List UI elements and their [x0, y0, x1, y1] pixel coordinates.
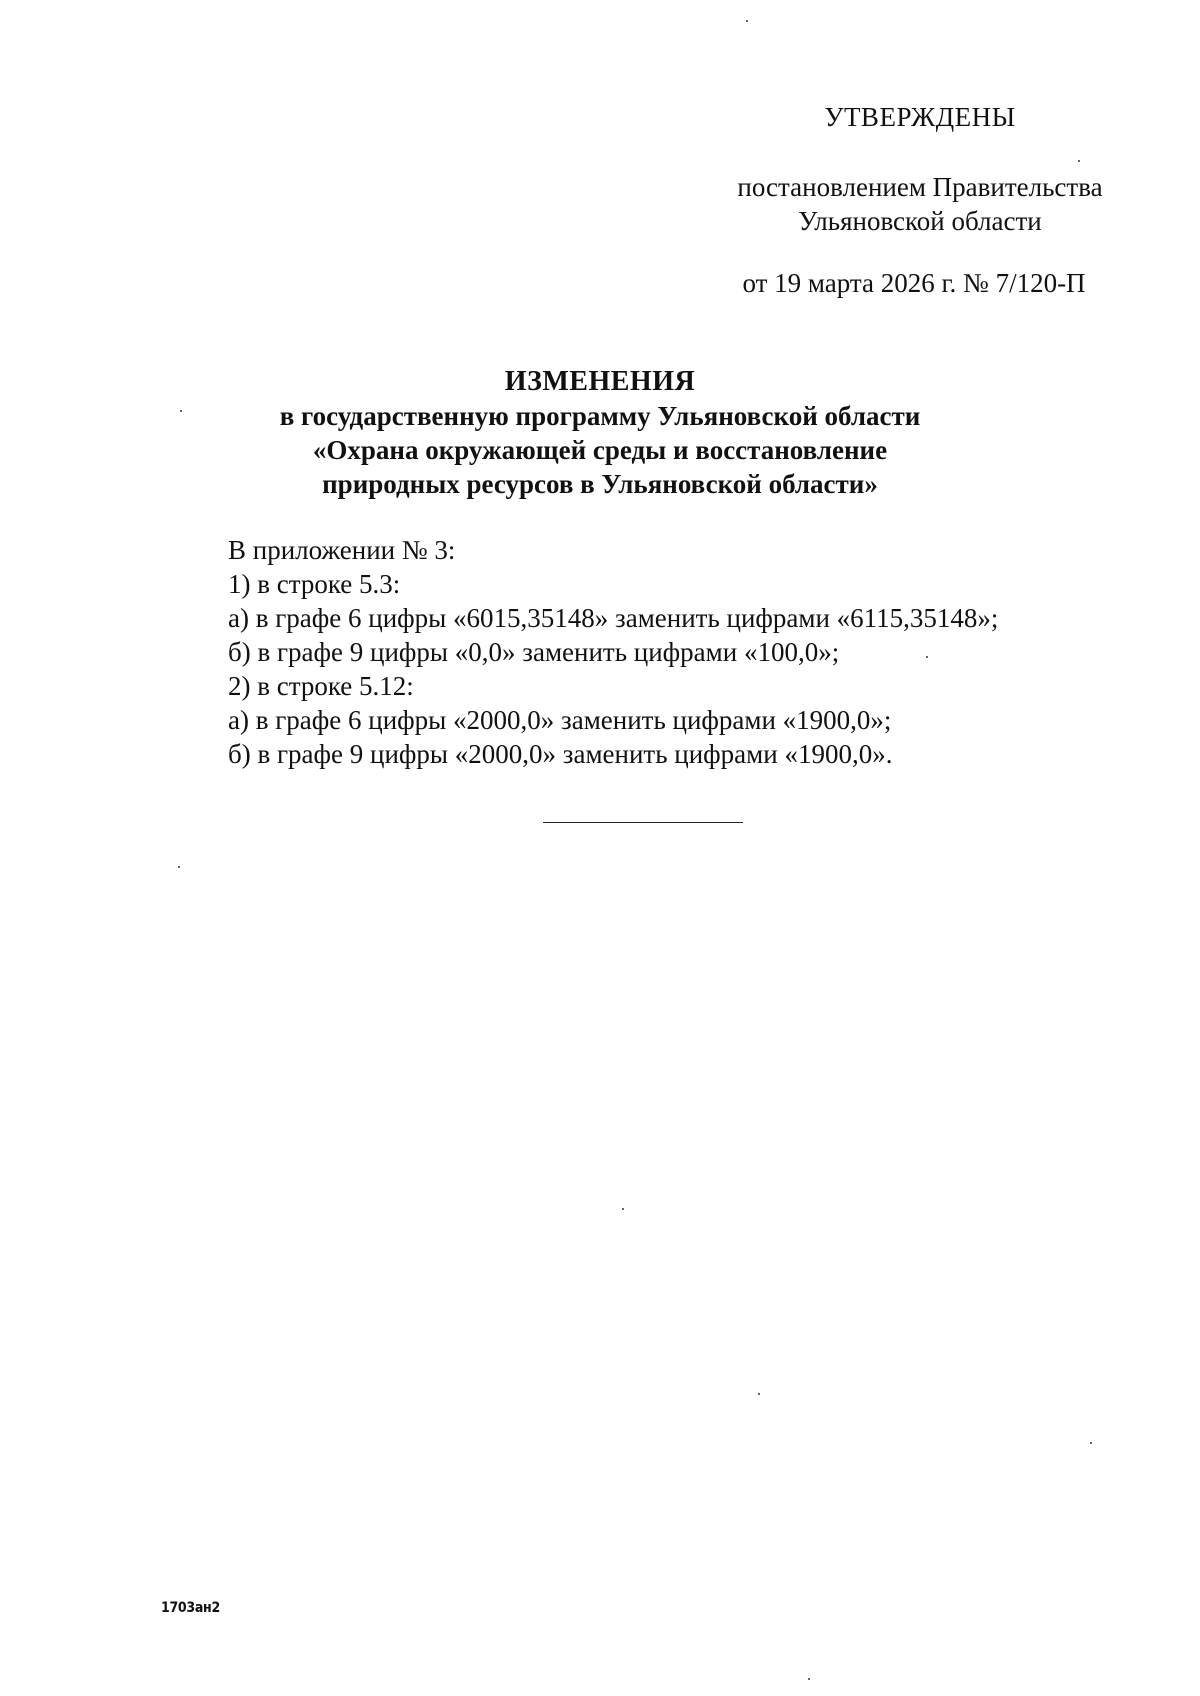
scan-speck: [808, 1678, 810, 1680]
scan-speck: [1078, 160, 1080, 162]
body-line: 2) в строке 5.12:: [228, 671, 414, 701]
scan-speck: [1090, 1442, 1092, 1444]
scan-speck: [180, 410, 182, 412]
scan-speck: [758, 1393, 760, 1395]
heading-line: природных ресурсов в Ульяновской области»: [322, 469, 878, 499]
approval-issuer-line: Ульяновской области: [798, 206, 1042, 236]
body-line: а) в графе 6 цифры «2000,0» заменить цифрами «1900,0»;: [228, 705, 892, 735]
scan-speck: [926, 656, 928, 658]
scan-speck: [178, 866, 180, 868]
end-divider: [543, 822, 743, 823]
document-body: [228, 533, 1128, 771]
body-line: а) в графе 6 цифры «6015,35148» заменить цифрами «6115,35148»;: [228, 603, 999, 633]
scan-speck: [746, 20, 748, 22]
heading-line: «Охрана окружающей среды и восстановление: [312, 435, 888, 465]
heading-line: в государственную программу Ульяновской области: [279, 401, 921, 431]
document-code: 1703ан2: [161, 1600, 220, 1616]
approval-date-number: от 19 марта 2026 г. № 7/120-П: [742, 268, 1086, 298]
scan-speck: [622, 1208, 624, 1210]
body-line: б) в графе 9 цифры «0,0» заменить цифрами «100,0»;: [228, 637, 840, 667]
approval-issuer-line: постановлением Правительства: [737, 172, 1103, 202]
approval-title: УТВЕРЖДЕНЫ: [824, 102, 1016, 132]
approval-issuer: [700, 170, 1140, 238]
document-heading: [200, 365, 1000, 501]
body-line: В приложении № 3:: [228, 535, 456, 565]
heading-title: ИЗМЕНЕНИЯ: [504, 366, 696, 397]
body-line: 1) в строке 5.3:: [228, 569, 401, 599]
body-line: б) в графе 9 цифры «2000,0» заменить цифрами «1900,0».: [228, 739, 893, 769]
